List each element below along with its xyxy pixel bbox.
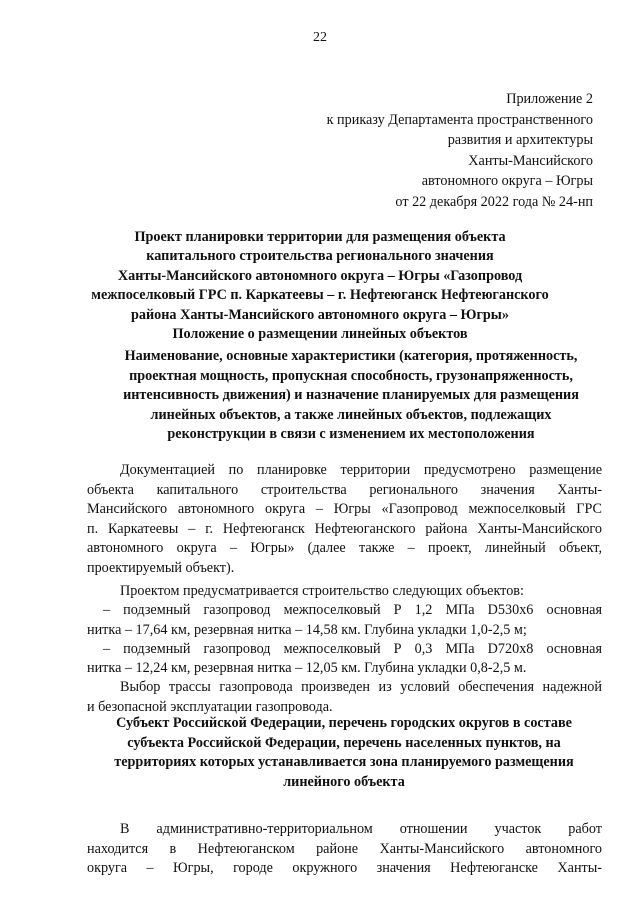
heading-line: территориях которых устанавливается зона планируемого размещения	[114, 754, 574, 771]
title-line: Ханты-Мансийского автономного округа – Югры «Газопровод	[117, 267, 523, 284]
text-line: автономного округа – Югры» (далее также – проект, линейный объект,	[87, 540, 602, 556]
text-line: нитка – 17,64 км, резервная нитка – 14,58 км. Глубина укладки 1,0-2,5 м;	[87, 621, 527, 638]
paragraph-location	[87, 820, 602, 879]
heading-line: Субъект Российской Федерации, перечень городских округов в составе	[116, 715, 572, 731]
title-line: Проект планировки территории для размещения объекта	[134, 229, 506, 245]
text-line: Документацией по планировке территории предусмотрено размещение	[120, 462, 602, 478]
heading-line: Наименование, основные характеристики (категория, протяженность,	[124, 348, 578, 364]
text-line: Выбор трассы газопровода произведен из условий обеспечения надежной	[120, 679, 602, 696]
text-line: проектируемый объект).	[87, 559, 235, 576]
heading-line: проектная мощность, пропускная способность, грузонапряженность,	[129, 367, 573, 384]
appendix-line: автономного округа – Югры	[421, 173, 593, 189]
appendix-block	[327, 89, 593, 212]
page-number: 22	[313, 30, 327, 45]
heading-line: линейных объектов, а также линейных объектов, подлежащих	[150, 406, 552, 423]
title-line: Положение о размещении линейных объектов	[172, 326, 468, 343]
appendix-line: Ханты-Мансийского	[468, 152, 593, 169]
text-line: и безопасной эксплуатации газопровода.	[87, 698, 333, 715]
list-item: – подземный газопровод межпоселковый Р 0,3 МПа D720х8 основная	[103, 640, 602, 657]
text-line: Мансийского автономного округа – Югры «Газопровод межпоселковый ГРС	[87, 501, 602, 517]
list-item: – подземный газопровод межпоселковый Р 1,2 МПа D530х6 основная	[103, 602, 602, 619]
appendix-line: к приказу Департамента пространственного	[326, 111, 593, 128]
text-line: Проектом предусматривается строительство следующих объектов:	[120, 583, 524, 599]
text-line: округа – Югры, городе окружного значения Нефтеюганске Ханты-	[87, 860, 602, 876]
heading-line: субъекта Российской Федерации, перечень населенных пунктов, на	[127, 734, 561, 751]
paragraph-documentation	[87, 461, 602, 578]
paragraph-objects	[87, 582, 602, 717]
appendix-line: от 22 декабря 2022 года № 24-нп	[395, 193, 593, 210]
text-line: объекта капитального строительства регионального значения Ханты-	[87, 481, 602, 498]
appendix-line: развития и архитектуры	[447, 132, 593, 148]
text-line: п. Каркатеевы – г. Нефтеюганск Нефтеюганского района Ханты-Мансийского	[87, 520, 602, 537]
title-line: района Ханты-Мансийского автономного округа – Югры»	[131, 306, 509, 323]
heading-line: реконструкции в связи с изменением их местоположения	[167, 426, 535, 443]
heading-line: линейного объекта	[283, 773, 405, 790]
title-line: капитального строительства регионального значения	[146, 248, 494, 265]
section-heading-characteristics	[96, 347, 606, 445]
heading-line: интенсивность движения) и назначение планируемых для размещения	[123, 387, 579, 404]
section-heading-subject	[92, 714, 596, 792]
appendix-line: Приложение 2	[506, 91, 593, 107]
document-title	[86, 228, 554, 344]
text-line: нитка – 12,24 км, резервная нитка – 12,05 км. Глубина укладки 0,8-2,5 м.	[87, 660, 527, 677]
text-line: В административно-территориальном отношении участок работ	[120, 821, 602, 837]
text-line: находится в Нефтеюганском районе Ханты-Мансийского автономного	[87, 840, 602, 857]
title-line: межпоселковый ГРС п. Каркатеевы – г. Нефтеюганск Нефтеюганского	[91, 287, 549, 304]
